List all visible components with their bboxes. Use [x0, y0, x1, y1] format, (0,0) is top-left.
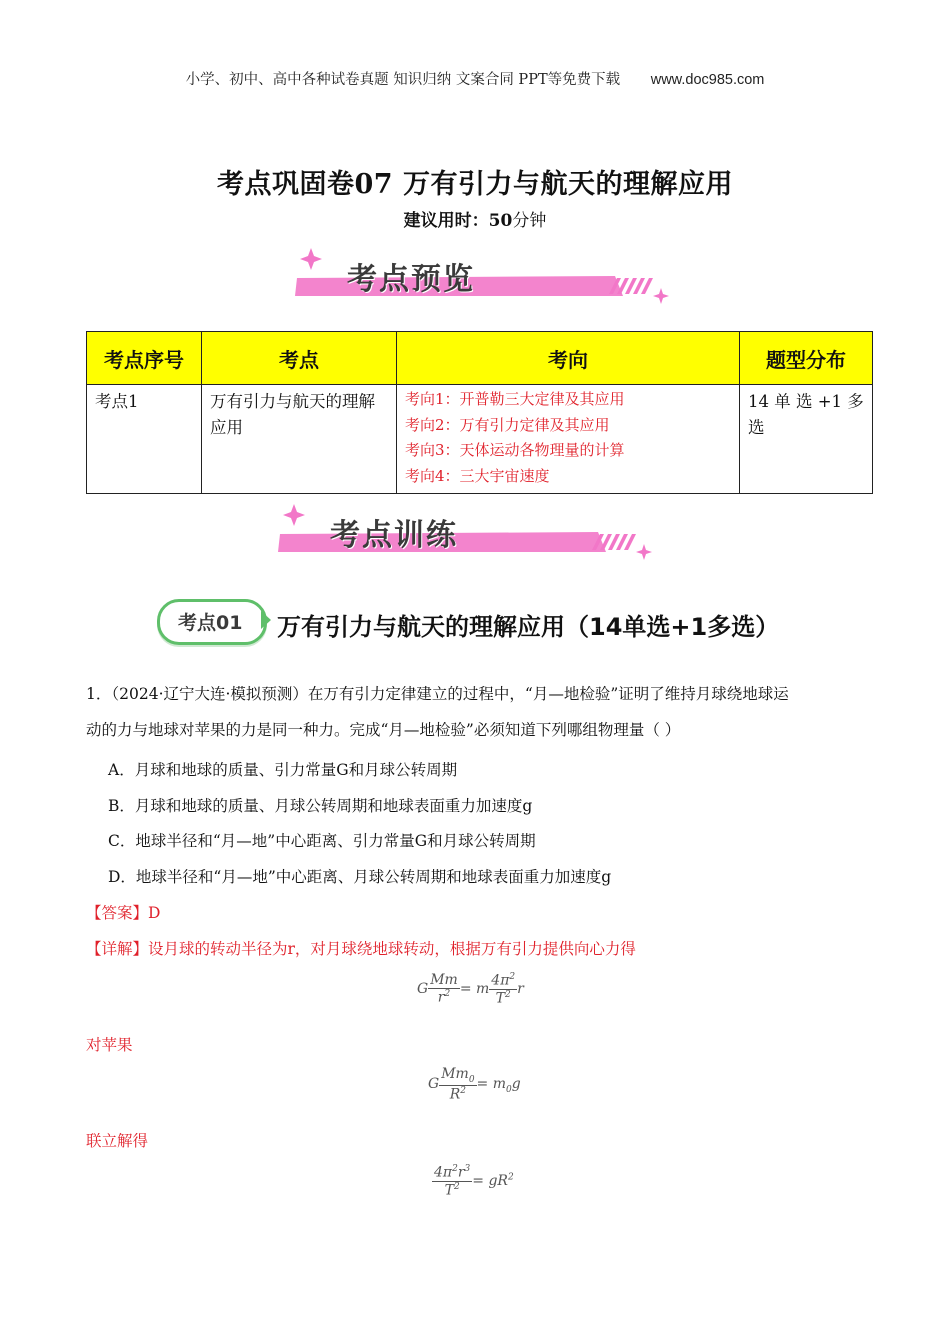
formula-result: $\frac{4\pi^2r^3}{T^2}$ = $gR^2$ — [434, 1164, 514, 1199]
table-header-row — [87, 332, 873, 385]
table-row — [87, 385, 873, 494]
detail-label: 【详解】 — [86, 940, 149, 958]
banner-training-graphic — [268, 502, 668, 562]
header-site[interactable]: www.doc985.com — [650, 72, 765, 88]
cell-distribution: 14 单 选 +1 多选 — [740, 385, 873, 494]
direction-item: 考向3：天体运动各物理量的计算 — [405, 441, 625, 459]
banner-training — [268, 502, 668, 562]
option-c: C．地球半径和“月—地”中心距离、引力常量G和月球公转周期 — [108, 832, 536, 850]
banner-preview — [285, 246, 685, 306]
table-header-distribution: 题型分布 — [740, 332, 873, 385]
banner-preview-graphic — [285, 246, 685, 306]
banner-training-text: 考点训练 — [330, 518, 458, 553]
option-b: B．月球和地球的质量、月球公转周期和地球表面重力加速度g — [108, 797, 533, 815]
overview-table — [86, 331, 873, 494]
section-badge-text: 考点01 — [178, 612, 243, 634]
page-header — [0, 68, 950, 89]
section-badge — [157, 599, 267, 645]
section-heading — [157, 597, 877, 647]
answer: 【答案】D — [86, 904, 161, 922]
arrow-right-icon — [261, 611, 271, 629]
section-title: 万有引力与航天的理解应用（14单选+1多选） — [277, 613, 780, 641]
suggested-time-unit: 分钟 — [512, 211, 547, 231]
solve-label: 联立解得 — [86, 1132, 149, 1150]
banner-preview-text: 考点预览 — [347, 262, 475, 297]
cell-index: 考点1 — [87, 385, 202, 494]
table-header-index: 考点序号 — [87, 332, 202, 385]
suggested-time-label: 建议用时： — [403, 211, 489, 231]
suggested-time-value: 50 — [488, 211, 513, 231]
option-a: A．月球和地球的质量、引力常量G和月球公转周期 — [108, 761, 458, 779]
table-header-direction: 考向 — [397, 332, 740, 385]
page-title: 考点巩固卷07 万有引力与航天的理解应用 — [217, 169, 733, 200]
formula-apple: G $\frac{Mm_0}{R^2}$ = $m_0g$ — [428, 1066, 521, 1103]
option-d: D．地球半径和“月—地”中心距离、月球公转周期和地球表面重力加速度g — [108, 868, 612, 886]
direction-item: 考向2：万有引力定律及其应用 — [405, 415, 610, 434]
detail-text: 设月球的转动半径为r，对月球绕地球转动，根据万有引力提供向心力得 — [148, 940, 636, 958]
direction-item: 考向4：三大宇宙速度 — [405, 466, 550, 485]
question-stem-line1: （2024·辽宁大连·模拟预测）在万有引力定律建立的过程中，“月—地检验”证明了维持月球绕地球运 — [111, 685, 789, 703]
direction-item: 考向1：开普勒三大定律及其应用 — [405, 390, 625, 408]
formula-orbit: G $\frac{Mm}{r^2}$ = m $\frac{4\pi^2}{T^2}$ r — [417, 972, 524, 1007]
suggested-time — [0, 206, 950, 231]
table-header-topic: 考点 — [202, 332, 397, 385]
header-text: 小学、初中、高中各种试卷真题 知识归纳 文案合同 PPT等免费下载 — [185, 72, 621, 88]
cell-topic: 万有引力与航天的理解应用 — [202, 385, 397, 494]
question-stem — [86, 676, 876, 748]
question-stem-line2: 动的力与地球对苹果的力是同一种力。完成“月—地检验”必须知道下列哪组物理量（ ） — [86, 721, 681, 739]
apple-label: 对苹果 — [86, 1036, 133, 1054]
question-number: 1． — [86, 685, 112, 703]
detail — [86, 937, 636, 959]
cell-directions — [397, 385, 740, 494]
